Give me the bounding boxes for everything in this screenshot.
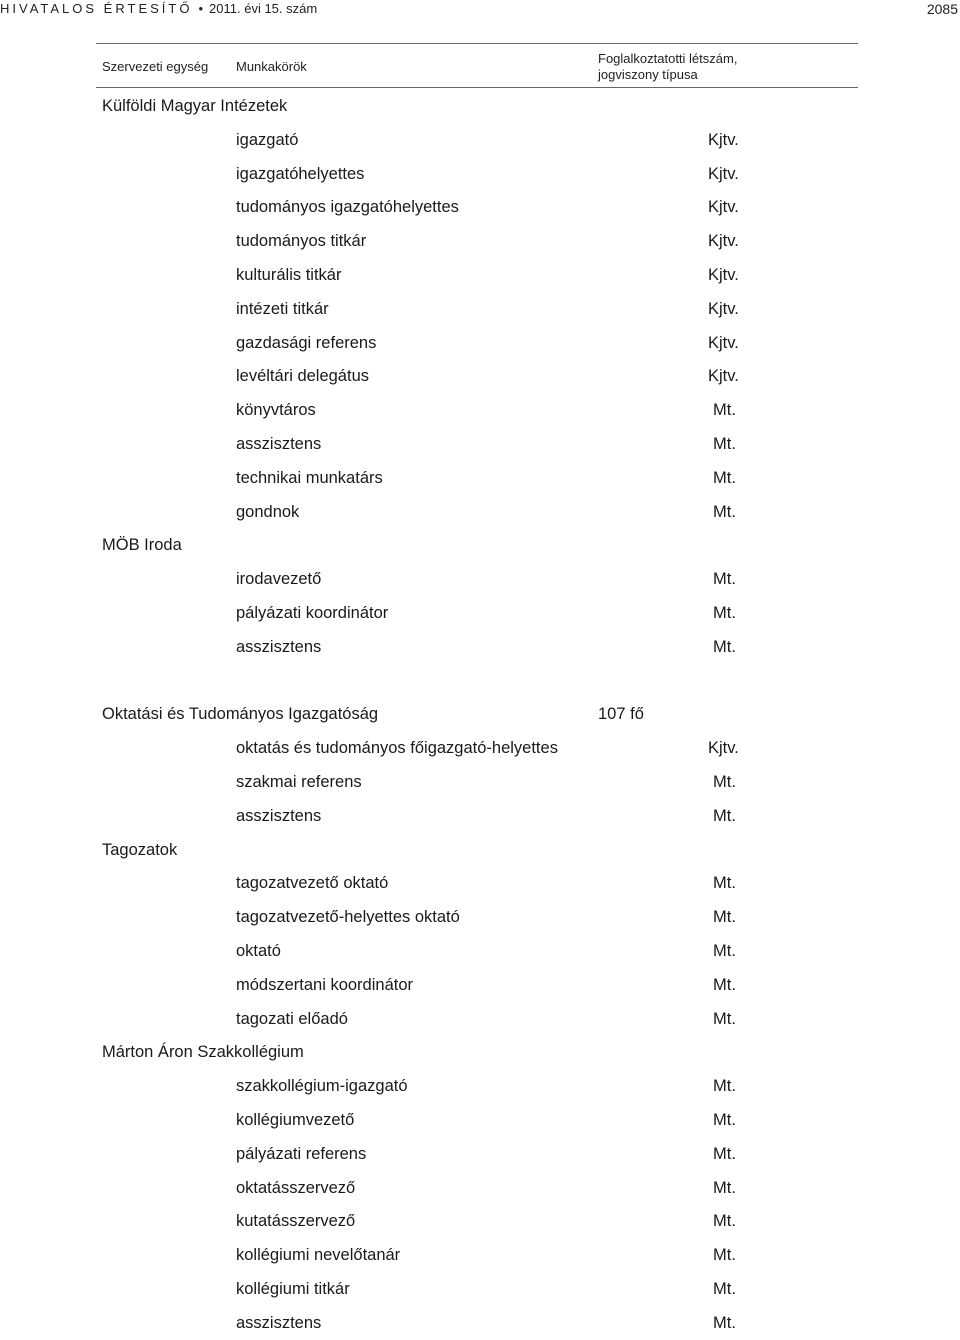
job-title: szakmai referens [236, 772, 362, 791]
issue-label: 2011. évi 15. szám [209, 1, 318, 16]
job-title: levéltári delegátus [236, 367, 369, 386]
employment-type: Mt. [713, 637, 736, 656]
header-bottom-rule [96, 87, 858, 88]
job-title: oktatás és tudományos főigazgató-helyettes [236, 739, 558, 758]
job-title: pályázati koordinátor [236, 603, 389, 622]
employment-type: Mt. [713, 975, 736, 994]
job-title: kutatásszervező [236, 1212, 356, 1231]
spacer-row [0, 665, 960, 699]
staff-count: 107 fő [598, 705, 644, 724]
table-row [0, 360, 960, 394]
employment-type: Kjtv. [708, 299, 739, 318]
table-row [0, 225, 960, 259]
job-title: szakkollégium-igazgató [236, 1077, 408, 1096]
table-row [0, 901, 960, 935]
table-row [0, 158, 960, 192]
employment-type: Kjtv. [708, 232, 739, 251]
table-row [0, 597, 960, 631]
unit-name: Külföldi Magyar Intézetek [102, 97, 288, 115]
employment-type: Mt. [713, 502, 736, 521]
table-row [0, 259, 960, 293]
employment-type: Kjtv. [708, 198, 739, 217]
job-title: igazgató [236, 130, 299, 149]
job-title: intézeti titkár [236, 299, 329, 318]
unit-row [0, 698, 960, 732]
unit-row [0, 834, 960, 868]
job-title: gazdasági referens [236, 333, 377, 352]
table-row [0, 1003, 960, 1037]
job-title: oktató [236, 941, 281, 960]
table-row [0, 124, 960, 158]
column-header-staff-line1: Foglalkoztatotti létszám, [598, 51, 738, 66]
employment-type: Mt. [713, 468, 736, 487]
table-top-rule [96, 43, 858, 44]
employment-type: Mt. [713, 1110, 736, 1129]
table-row [0, 1205, 960, 1239]
job-title: oktatásszervező [236, 1178, 356, 1197]
table-row [0, 867, 960, 901]
table-row [0, 732, 960, 766]
column-header-staff [598, 51, 737, 83]
table-row [0, 428, 960, 462]
employment-type: Mt. [713, 1178, 736, 1197]
employment-type: Mt. [713, 401, 736, 420]
employment-type: Mt. [713, 1212, 736, 1231]
employment-type: Mt. [713, 1009, 736, 1028]
employment-type: Mt. [713, 434, 736, 453]
table-row [0, 394, 960, 428]
column-header-unit: Szervezeti egység [102, 59, 209, 74]
job-title: asszisztens [236, 1313, 322, 1332]
employment-type: Kjtv. [708, 333, 739, 352]
table-row [0, 1273, 960, 1307]
job-title: tagozati előadó [236, 1009, 348, 1028]
unit-row [0, 529, 960, 563]
unit-name: Márton Áron Szakkollégium [102, 1043, 304, 1062]
employment-type: Mt. [713, 1144, 736, 1163]
table-row [0, 1172, 960, 1206]
page-number: 2085 [926, 1, 958, 17]
table-row [0, 1070, 960, 1104]
table-row [0, 766, 960, 800]
column-header-jobs: Munkakörök [236, 59, 307, 74]
table-row [0, 496, 960, 530]
job-title: kulturális titkár [236, 265, 342, 284]
table-row [0, 935, 960, 969]
job-title: módszertani koordinátor [236, 975, 414, 994]
job-title: asszisztens [236, 434, 322, 453]
employment-type: Mt. [713, 1313, 736, 1332]
job-title: tudományos titkár [236, 232, 367, 251]
job-title: technikai munkatárs [236, 468, 383, 487]
job-title: asszisztens [236, 637, 322, 656]
employment-type: Kjtv. [708, 164, 739, 183]
employment-type: Mt. [713, 570, 736, 589]
employment-type: Kjtv. [708, 130, 739, 149]
staff-table-body [0, 90, 960, 1340]
job-title: kollégiumi titkár [236, 1279, 350, 1298]
table-row [0, 563, 960, 597]
employment-type: Mt. [713, 772, 736, 791]
employment-type: Mt. [713, 603, 736, 622]
table-row [0, 631, 960, 665]
employment-type: Mt. [713, 908, 736, 927]
employment-type: Mt. [713, 1246, 736, 1265]
table-row [0, 1104, 960, 1138]
publication-title: HIVATALOS ÉRTESÍTŐ [0, 1, 193, 16]
unit-name: Tagozatok [102, 840, 178, 859]
table-row [0, 327, 960, 361]
unit-name: MÖB Iroda [102, 536, 182, 555]
column-header-staff-line2: jogviszony típusa [598, 67, 698, 82]
employment-type: Mt. [713, 941, 736, 960]
bullet-separator: • [198, 1, 204, 16]
employment-type: Kjtv. [708, 265, 739, 284]
job-title: irodavezető [236, 570, 322, 589]
job-title: kollégiumvezető [236, 1110, 355, 1129]
employment-type: Kjtv. [708, 367, 739, 386]
job-title: könyvtáros [236, 401, 316, 420]
table-row [0, 969, 960, 1003]
job-title: tagozatvezető oktató [236, 874, 389, 893]
job-title: gondnok [236, 502, 300, 521]
publication-line [0, 1, 317, 16]
job-title: pályázati referens [236, 1144, 367, 1163]
table-row [0, 1138, 960, 1172]
job-title: kollégiumi nevelőtanár [236, 1246, 401, 1265]
unit-name: Oktatási és Tudományos Igazgatóság [102, 705, 379, 724]
table-row [0, 293, 960, 327]
running-header [0, 0, 960, 18]
employment-type: Kjtv. [708, 739, 739, 758]
job-title: tudományos igazgatóhelyettes [236, 198, 459, 217]
employment-type: Mt. [713, 874, 736, 893]
table-row [0, 1307, 960, 1340]
employment-type: Mt. [713, 1077, 736, 1096]
job-title: asszisztens [236, 806, 322, 825]
table-row [0, 191, 960, 225]
table-row [0, 800, 960, 834]
table-row [0, 1239, 960, 1273]
job-title: igazgatóhelyettes [236, 164, 365, 183]
employment-type: Mt. [713, 1279, 736, 1298]
table-row [0, 462, 960, 496]
employment-type: Mt. [713, 806, 736, 825]
unit-row [0, 90, 960, 124]
unit-row [0, 1036, 960, 1070]
job-title: tagozatvezető-helyettes oktató [236, 908, 460, 927]
